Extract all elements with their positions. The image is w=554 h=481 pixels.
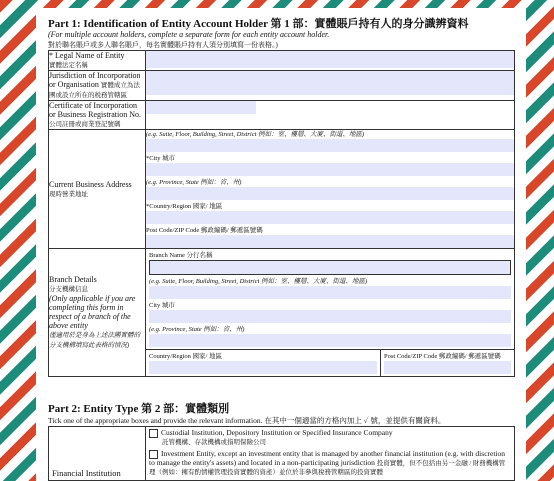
legal-name-label-zh: 實體法定名稱 (49, 62, 88, 69)
branch-postcode-field[interactable] (384, 361, 511, 374)
legal-name-label: Legal Name of Entity (55, 51, 125, 60)
financial-institution-label: Financial Institution (52, 467, 121, 478)
option-investment-label-zh: 投資實體，但不包括由另一金融 / 財務機構管理（例如：擁有酌情權管理投資實體的資產）並位於非參與稅務管轄區的投資實體 (149, 459, 506, 476)
current-city-field[interactable] (146, 163, 514, 176)
branch-street-field[interactable] (149, 286, 511, 299)
financial-institution-label-cell (49, 427, 146, 481)
required-marker: * (49, 51, 53, 60)
current-country-field[interactable] (146, 211, 514, 224)
branch-city-label: City 城市 (149, 302, 175, 309)
current-country-label: *Country/Region 國家/ 地區 (146, 203, 223, 210)
jurisdiction-field[interactable] (146, 71, 514, 95)
part1-subtitle: (For multiple account holders, complete a separate form for each entity account holder. (48, 30, 330, 39)
form-page (36, 8, 526, 481)
current-address-label: Current Business Address (49, 179, 132, 189)
current-address-label-cell (49, 130, 146, 249)
current-postcode-field[interactable] (146, 235, 514, 248)
current-province-hint: (e.g. Province, State 例如：省、州) (146, 179, 242, 186)
certificate-label-zh: 公司註冊或商業登記號碼 (49, 121, 121, 128)
branch-note: (Only applicable if you are completing this form in respect of a branch of the above entity (49, 294, 136, 330)
part1-subtitle-zh: 對於聯名賬戶或多人聯名賬戶，每名實體賬戶持有人須分別填寫一份表格。) (48, 41, 278, 49)
branch-row (49, 249, 515, 377)
branch-label-zh: 分支機構信息 (49, 286, 88, 293)
certificate-cell (146, 101, 515, 130)
financial-institution-row (49, 427, 515, 481)
branch-country-cell (146, 350, 381, 376)
branch-name-field[interactable] (149, 260, 511, 275)
branch-label-cell (49, 249, 146, 377)
entity-type-table (48, 426, 515, 481)
jurisdiction-label: Jurisdiction of Incorporation or Organisation (49, 71, 141, 89)
branch-street-hint: (e.g. Suite, Floor, Building, Street, District 例如：室、樓層、大廈、街道、地區) (149, 278, 368, 285)
certificate-label: Certificate of Incorporation or Business Registration No. (49, 101, 141, 119)
branch-country-postcode-row (146, 349, 514, 376)
option-custodial-label-zh: 託管機構、存款機構或指明保險公司 (162, 439, 266, 446)
entity-identification-table (48, 50, 515, 377)
jurisdiction-label-cell (49, 71, 146, 101)
jurisdiction-row (49, 71, 515, 101)
current-street-field-1[interactable] (146, 139, 514, 152)
part2-title: Part 2: Entity Type 第 2 部：實體類別 (48, 403, 230, 415)
current-street-hint: (e.g. Suite, Floor, Building, Street, District 例如：室、樓層、大廈、街道、地區) (146, 131, 365, 138)
current-province-field[interactable] (146, 187, 514, 200)
option-custodial[interactable] (149, 429, 511, 448)
branch-city-field[interactable] (149, 310, 511, 323)
branch-province-hint: (e.g. Province, State 例如：省、州) (149, 326, 245, 333)
current-city-label: *City 城市 (146, 155, 176, 162)
certificate-row (49, 101, 515, 130)
branch-country-label: Country/Region 國家/ 地區 (149, 353, 222, 360)
branch-note-zh: 僅適用於是身為上述法團實體的分支機構填寫此表格的情況) (49, 332, 140, 349)
jurisdiction-label-zh: 實體成立為法團或設立所在的税務管轄區 (49, 82, 140, 99)
certificate-label-cell (49, 101, 146, 130)
certificate-field[interactable] (146, 101, 256, 114)
legal-name-row (49, 51, 515, 71)
custodial-checkbox[interactable] (149, 429, 158, 438)
current-address-label-zh: 現時營業地址 (49, 190, 88, 198)
current-address-row (49, 130, 515, 249)
option-investment-label: Investment Entity, except an investment entity that is managed by another financial institution (e.g. with discretion to manage the entity's assets) and located in a non-participating jurisdiction (149, 448, 506, 467)
financial-institution-options-cell (146, 427, 515, 481)
branch-country-field[interactable] (149, 361, 377, 374)
current-postcode-label: Post Code/ZIP Code 郵政編碼/ 郵遞區號碼 (146, 227, 263, 234)
legal-name-cell (146, 51, 515, 71)
branch-label: Branch Details (49, 275, 97, 284)
jurisdiction-cell (146, 71, 515, 101)
part2-subtitle: Tick one of the appropriate boxes and provide the relevant information. 在其中一個適當的方格內加上 ✓ 號，並提供有關資料。 (48, 416, 446, 425)
legal-name-label-cell (49, 51, 146, 71)
option-custodial-label: Custodial Institution, Depository Institution or Specified Insurance Company (161, 428, 393, 438)
branch-name-label: Branch Name 分行名稱 (149, 252, 213, 259)
legal-name-field[interactable] (146, 51, 514, 68)
branch-postcode-cell (381, 350, 514, 376)
current-address-cell (146, 130, 515, 249)
branch-postcode-label: Post Code/ZIP Code 郵政編碼/ 郵遞區號碼 (384, 353, 501, 360)
branch-cell (146, 249, 515, 377)
option-investment-entity[interactable] (149, 450, 511, 478)
part1-title: Part 1: Identification of Entity Account Holder 第 1 部：實體賬戶持有人的身分識辨資料 (48, 18, 469, 30)
branch-province-field[interactable] (149, 334, 511, 347)
